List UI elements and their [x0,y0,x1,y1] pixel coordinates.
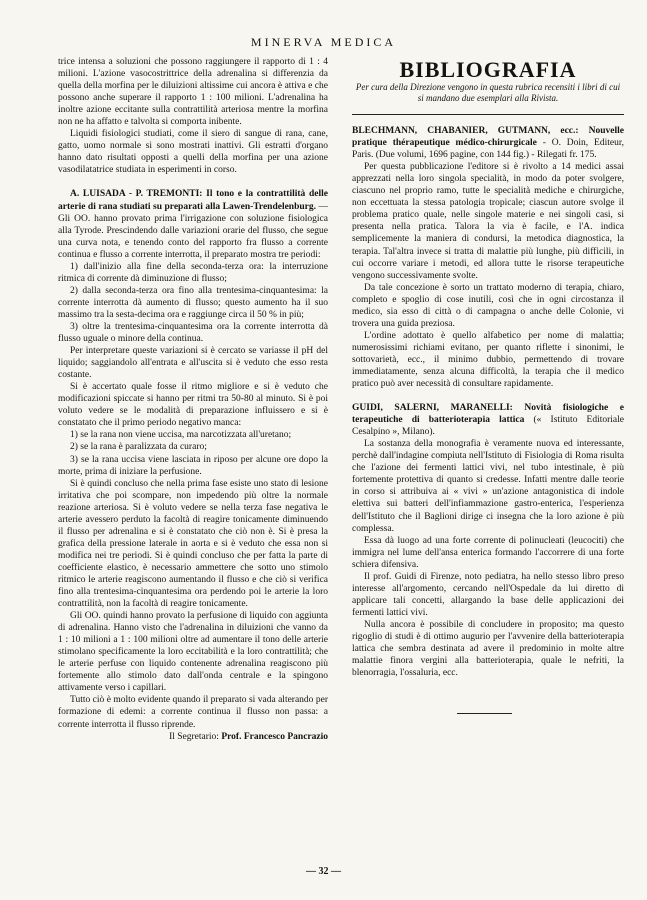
article-paragraph: 3) oltre la trentesima-cinquantesima ora la corrente interrotta dà flusso uguale o minore della continua. [58,321,328,345]
signature-name: Prof. Francesco Pancrazio [221,731,328,742]
running-head-title: MINERVA MEDICA [250,35,397,49]
review-paragraph: Il prof. Guidi di Firenze, noto pediatra, ha nello stesso libro preso interesse all'argomento, cercando nell'Ospedale da lui diretto di applicare tali concetti, allargando la base delle applicazioni dei fermenti lattici vivi. [352,571,624,618]
bibliography-subtitle: Per cura della Direzione vengono in questa rubrica recensiti i libri di cui si mandano due esemplari alla Rivista. [355,82,621,104]
article-title: Il tono e la contrattilità delle arterie di rana studiati su preparati alla Lawen-Trendelenburg. [58,189,328,212]
article-heading [58,188,328,260]
review-paragraph: La sostanza della monografia è veramente nuova ed interessante, perchè dall'indagine compiuta nell'Istituto di Fisiologia di Roma risulta che l'azione dei fermenti lattici vivi, nel tubo intestinale, è più fortemente protettiva di quanto si credesse. Infatti mentre dalle teorie in corso si attribuiva ai « vivi » un'azione antagonistica di indole elettiva sui batteri dell'infiammazione gastro-enterica, l'esperienza dell'Istituto che il Baglioni dirige ci insegna che la loro azione è più complessa. [352,439,624,534]
section-divider [352,114,624,115]
review-paragraph: Da tale concezione è sorto un trattato moderno di terapia, chiaro, completo e spoglio di cose inutili, così che in ogni circostanza il medico, sia esso di città o di campagna o anche delle Colonie, vi trovera una guida preziosa. [352,282,624,329]
article-paragraph: Gli OO. quindi hanno provato la perfusione di liquido con aggiunta di adrenalina. Hanno visto che l'adrenalina in diluizioni che vanno da 1 : 10 milioni a 1 : 100 milioni oltre ad aumentare il tono delle arterie stimolano specificamente la loro eccitabilità e la loro contrattilità; che le arterie perfuse con liquido contenente adrenalina reagiscono più fortemente allo stimolo dato dall'onda centrale e la spingono attivamente verso i capillari. [58,611,328,694]
article-paragraph: 2) dalla seconda-terza ora fino alla trentesima-cinquantesima: la corrente interrotta dà aumento di flusso; questo aumento ha il suo massimo tra la sesta-decima ora e raggiunge circa il 50 % in più; [58,285,328,320]
review-title: Nouvelle pratique thérapeutique médico-chirurgicale [352,126,624,149]
article-paragraph: 1) dall'inizio alla fine della seconda-terza ora: la interruzione ritmica di corrente dà diminuzione di flusso; [58,261,328,284]
article-paragraph: — Gli OO. hanno provato prima l'irrigazione con soluzione fisiologica alla Tyrode. Prescindendo dalle variazioni orarie del flusso, che segue una curva nota, e tenendo conto del rapporto fra flusso a corrente continua e flusso a corrente interrotta, il preparato mostra tre periodi: [58,201,329,260]
article-paragraph: Per interpretare queste variazioni si è cercato se variasse il pH del liquido; saggiandolo all'entrata e all'uscita si è veduto che esso resta costante. [58,346,328,381]
intro-paragraph: Liquidi fisiologici studiati, come il siero di sangue di rana, cane, gatto, uomo normale si sono mostrati inattivi. Gli estratti d'organo hanno dato risultati opposti a quelli della morfina per una azione vasodilatatrice studiata in esperimenti in corso. [58,129,328,176]
review-paragraph: Per questa pubblicazione l'editore si è rivolto a 14 medici assai apprezzati nella loro singola specialità, in modo da poter svolgere, ciascuno nel proprio ramo, tutte le specialità mediche e chirurgiche, non eccettuata la stessa patologia tropicale; ciascun autore svolge il problema pratico quale, nelle singole materie e nei singoli casi, si presenta nella pratica. Talora la via è facile, e l'A. indica semplicemente la maniera di condursi, la metodica diagnostica, la terapia. Tal'altra invece si tratta di malattie più lunghe, più difficili, in cui occorre variare i metodi, ed allora tutte le risorse terapeutiche vengono successivamente svolte. [352,162,624,281]
bibliography-title: BIBLIOGRAFIA [399,57,577,82]
review-heading [352,125,624,161]
review-paragraph: Nulla ancora è possibile di concludere in proposito; ma questo rigoglio di studi è di ottimo augurio per l'avvenire della batterioterapia lattica che sembra destinata ad avere il predominio in molte altre malattie finora vergini alla batterioterapia, quale le nefriti, la blenorragia, l'ossaluria, ecc. [352,619,624,679]
page-number: — 32 — [306,866,341,877]
article-paragraph: Si è quindi concluso che nella prima fase esiste uno stato di lesione irritativa che poi scompare, non impedendo più oltre la normale reazione arteriosa. Si è voluto vedere se nella terza fase negativa le arterie avessero perduto la facoltà di reagire tonicamente diminuendo il flusso per adrenalina e si è constatato che ciò non è. Si è presa la grafica della pressione laterale in aorta e si è veduto che essa non si modifica nei tre periodi. Si è quindi concluso che per fatta la parte di coefficiente elastico, è necessario ammettere che sotto uno stimolo ritmico le arterie reagiscono aumentando il flusso e che ciò si verifica fino alla trentesima-cinquantesima ora perdendo poi le arterie la loro contrattilità, non la facoltà di reagire tonicamente. [58,478,328,610]
review-authors: BLECHMANN, CHABANIER, GUTMANN, ecc.: [352,126,579,137]
signature [58,731,328,743]
signature-label: Il Segretario: [169,731,219,742]
article-paragraph: Tutto ciò è molto evidente quando il preparato si vada alterando per formazione di edemi: a corrente continua il flusso non passa: a corrente interrotta il flusso riprende. [58,695,328,730]
review-paragraph: Essa dà luogo ad una forte corrente di polinucleati (leucociti) che immigra nel lume dell'ansa enterica formando l'accorrere di una forte schiera difensiva. [352,535,624,570]
right-column [352,56,624,714]
review-publisher: (« Istituto Editoriale Cesalpino », Milano). [352,415,625,438]
article-paragraph: 3) se la rana uccisa viene lasciata in riposo per alcune ore dopo la morte, prima di iniziare la perfusione. [58,454,328,477]
article-paragraph: Si è accertato quale fosse il ritmo migliore e si è veduto che modificazioni spiccate si hanno per ritmi tra 50-80 al minuto. Si è poi voluto vedere se le modalità di preparazione influissero e si è constatato che il primo periodo negativo manca: [58,382,328,429]
review-publisher: - O. Doin, Editeur, Paris. (Due volumi, 1696 pagine, con 144 fig.) - Rilegati fr. 175. [352,138,625,161]
left-column [58,56,328,743]
review-authors: GUIDI, SALERNI, MARANELLI: [352,403,513,414]
intro-paragraph: trice intensa a soluzioni che possono raggiungere il rapporto di 1 : 4 milioni. L'azione vasocostrittrice della adrenalina si differenzia da quella della morfina per le diluizioni altissime cui ancora è attiva e che possono anche superare il rapporto 1 : 100 milioni. L'adrenalina ha inoltre azione eccitante sulla contrattilità arteriosa mentre la morfina non ne ha affatto e talvolta si comporta inibente. [58,57,328,128]
article-paragraph: 1) se la rana non viene uccisa, ma narcotizzata all'uretano; [70,430,292,441]
article-paragraph: 2) se la rana è paralizzata da curaro; [70,442,207,453]
review-heading [352,402,624,438]
review-title: Novità fisiologiche e terapeutiche di batterioterapia lattica [352,403,625,426]
end-divider [457,713,512,714]
article-authors: A. LUISADA - P. TREMONTI: [70,189,203,200]
review-paragraph: L'ordine adottato è quello alfabetico per nome di malattia; numerosissimi richiami evitano, per quanto riflette i sinonimi, le sottovarietà, ecc., il minimo dubbio, permettendo di trovare immediatamente, senza alcuna difficoltà, la terapia che il medico pratico può aver necessità di consultare rapidamente. [352,330,624,390]
